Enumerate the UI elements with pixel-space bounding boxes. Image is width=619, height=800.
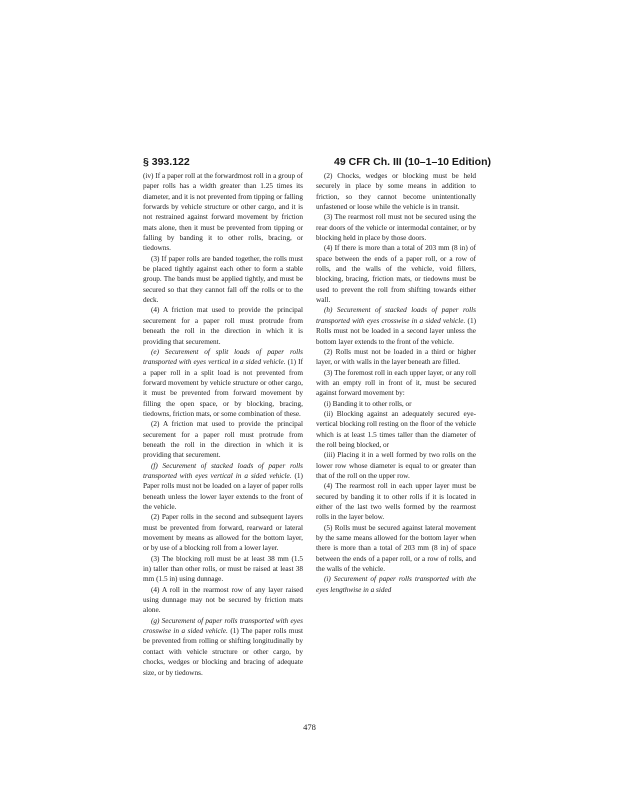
right-text-column (316, 171, 476, 595)
paragraph: (iii) Placing it in a well formed by two rolls on the lower row whose diameter is equal to or greater than that of the roll on the upper row. (316, 451, 476, 480)
paragraph: (2) Paper rolls in the second and subsequent layers must be prevented from forward, rearward or lateral movement by means as allowed for the bottom layer, or by use of a blocking roll from a lower layer. (143, 513, 303, 553)
paragraph-heading: (g) Securement of paper rolls transported with eyes crosswise in a sided vehicle. (143, 616, 303, 636)
paragraph: (3) If paper rolls are banded together, the rolls must be placed tightly against each other to form a stable group. The bands must be applied tightly, and must be secured so that they cannot fall off the rolls or to the deck. (143, 254, 303, 305)
paragraph: (2) Rolls must not be loaded in a third or higher layer, or with walls in the layer beneath are filled. (316, 347, 476, 367)
paragraph: (iv) If a paper roll at the forwardmost roll in a group of paper rolls has a width greater than 1.25 times its diameter, and it is not prevented from tipping or falling forwards by vehicle structure or other cargo, and it is not restrained against forward movement by friction mats alone, then it must be prevented from tipping or falling by banding it to other rolls, bracing, or tiedowns. (143, 172, 303, 253)
paragraph-text: (1) Rolls must not be loaded in a second layer unless the bottom layer extends to the front of the vehicle. (316, 316, 476, 346)
paragraph (316, 574, 476, 595)
paragraph (143, 347, 303, 419)
paragraph-heading: (e) Securement of split loads of paper rolls transported with eyes vertical in a sided vehicle. (143, 347, 303, 367)
paragraph-text: (1) The paper rolls must be prevented from rolling or shifting longitudinally by contact with vehicle structure or other cargo, by chocks, wedges or blocking and bracing of adequate size, or by tiedowns. (143, 627, 303, 677)
paragraph: (5) Rolls must be secured against lateral movement by the same means allowed for the bottom layer when there is more than a total of 203 mm (8 in) of space between the ends of a paper roll, or a row of rolls, and the walls of the vehicle. (316, 523, 476, 574)
paragraph: (i) Banding it to other rolls, or (324, 399, 412, 408)
paragraph: (4) The rearmost roll in each upper layer must be secured by banding it to other rolls if it is located in either of the last two wells formed by the rearmost rolls in the layer below. (316, 482, 476, 522)
paragraph: (ii) Blocking against an adequately secured eye-vertical blocking roll resting on the floor of the vehicle which is at least 1.5 times taller than the diameter of the roll being blocked, or (316, 409, 476, 449)
section-header: § 393.122 (143, 156, 190, 168)
paragraph: (3) The foremost roll in each upper layer, or any roll with an empty roll in front of it, must be secured against forward movement by: (316, 368, 476, 398)
paragraph-heading: (i) Securement of paper rolls transported with the eyes lengthwise in a sided (316, 575, 476, 594)
paragraph-text: (1) If a paper roll in a split load is not prevented from forward movement by vehicle structure or other cargo, it must be prevented from forward movement by filling the open space, or by blocking, bracing, tiedowns, friction mats, or some combination of these. (143, 358, 303, 418)
paragraph: (4) A friction mat used to provide the principal securement for a paper roll must protrude from beneath the roll in the direction in which it is providing that securement. (143, 306, 303, 346)
paragraph: (2) A friction mat used to provide the principal securement for a paper roll must protrude from beneath the roll in the direction in which it is providing that securement. (143, 420, 303, 460)
paragraph: (2) Chocks, wedges or blocking must be held securely in place by some means in addition to friction, so they cannot become unintentionally unfastened or loose while the vehicle is in transit. (316, 172, 476, 212)
left-text-column (143, 171, 303, 678)
paragraph: (4) If there is more than a total of 203 mm (8 in) of space between the ends of a paper roll, or a row of rolls, and the walls of the vehicle, void fillers, blocking, bracing, friction mats, or tiedowns must be used to prevent the roll from shifting towards either wall. (316, 244, 476, 305)
paragraph: (3) The blocking roll must be at least 38 mm (1.5 in) taller than other rolls, or must be raised at least 38 mm (1.5 in) using dunnage. (143, 554, 303, 584)
paragraph-heading: (f) Securement of stacked loads of paper rolls transported with eyes vertical in a sided vehicle. (143, 461, 303, 480)
paragraph (143, 616, 303, 678)
paragraph (316, 305, 476, 346)
page-number: 478 (303, 722, 316, 732)
citation-header: 49 CFR Ch. III (10–1–10 Edition) (334, 156, 491, 168)
paragraph: (4) A roll in the rearmost row of any layer raised using dunnage may not be secured by friction mats alone. (143, 585, 303, 615)
paragraph (143, 461, 303, 513)
paragraph-text: (1) Paper rolls must not be loaded on a layer of paper rolls beneath unless the lower layer extends to the front of the vehicle. (143, 471, 303, 511)
paragraph-heading: (h) Securement of stacked loads of paper rolls transported with eyes crosswise in a sided vehicle. (316, 306, 476, 325)
paragraph: (3) The rearmost roll must not be secured using the rear doors of the vehicle or intermodal container, or by blocking held in place by those doors. (316, 213, 476, 243)
